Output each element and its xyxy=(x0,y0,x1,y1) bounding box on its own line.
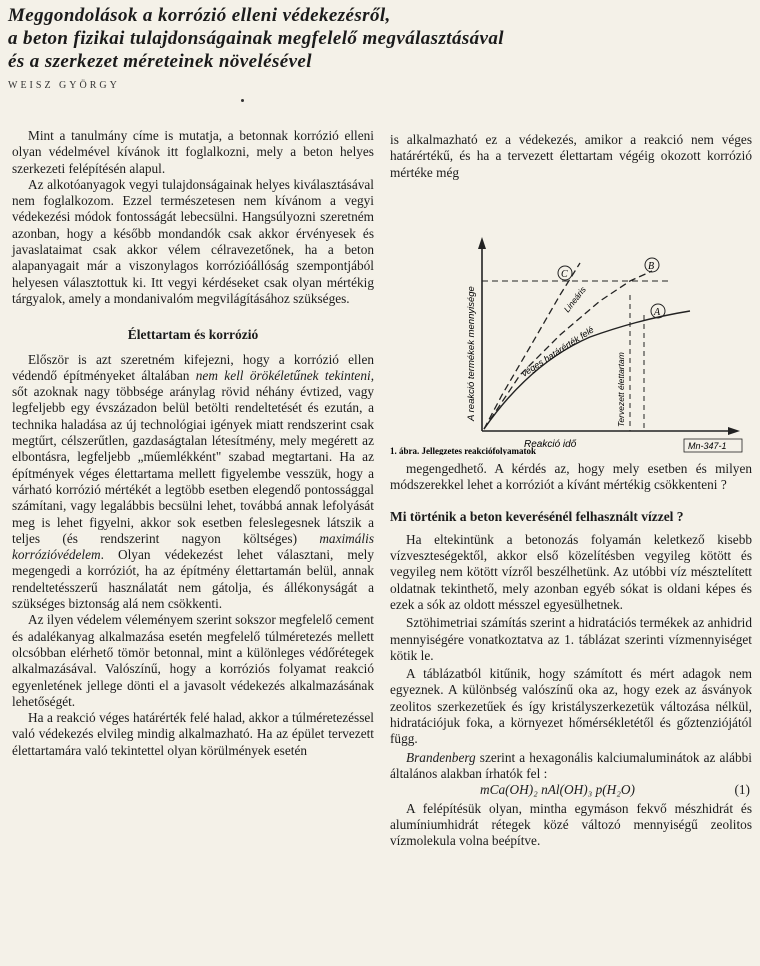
text-run: , sőt azoknak nagy többsége aránylag rövid néhány évtized, vagy legfeljebb egy évszázadon belül betölti rendeltetését és ezután, a technika haladása az új technológiai igények miatt rendszerint csak megtűrt, célszerűtlen, gazdaságtalan létesítmény, mely megérett az elbontásra, legfeljebb „műemlékként" szabad megtartani. Ha az építmények véges élettartama mellett figyelembe vesszük, hogy a várható korrózió mértékét a legtöbb esetben elegendő pontossággal számítani, vagy legalábbis becsülni lehet, továbbá annak lefolyását meg is lehet figyelni, akkor sok esetben feleslegesnek látszik a teljes (és rendszerint nagyon költséges) xyxy=(12,367,375,546)
y-axis-label: A reakció termékek mennyisége xyxy=(466,286,477,421)
x-axis-label: Reakció idő xyxy=(524,438,577,450)
title-line-3: és a szerkezet méreteinek növelésével xyxy=(8,51,312,72)
x-axis-arrow xyxy=(728,427,740,435)
y-axis-arrow xyxy=(478,237,486,249)
mark-a: A xyxy=(654,306,661,318)
paragraph-question: megengedhető. A kérdés az, hogy mely esetben és milyen módszerekkel lehet a korróziót a kívánt mértékig csökkenteni ? xyxy=(390,460,752,493)
mark-b: B xyxy=(648,260,655,272)
formula-number: (1) xyxy=(734,782,750,798)
formula: mCa(OH)₂ nAl(OH)₃ p(H₂O) xyxy=(480,782,635,798)
paragraph-protection: Az ilyen védelem véleményem szerint sokszor megfelelő cement és adalékanyag alkalmazása esetén megfelelő túlméretezés mellett olcsóbban elérhető tömör betonnal, mint a különleges védőrétegek alkalmazásával. Valószínű, hogy a korróziós folyamat reakció egyenletének jellege dönti el a javasolt védekezés alkalmazásának lehetőségét. xyxy=(12,612,374,709)
author-name: WEISZ GYÖRGY xyxy=(8,80,120,91)
text-run: Először is azt szeretném kifejezni, hogy a korrózió ellen védendő építményeket általában xyxy=(12,351,374,383)
paragraph-intro: Mint a tanulmány címe is mutatja, a betonnak korrózió elleni olyan védelmével kívánok itt foglalkozni, mely a beton helyes szerkezeti felépítésén alapul. xyxy=(12,128,374,176)
curve-label-linear: Lineáris xyxy=(561,284,588,315)
paragraph-table: A táblázatból kitűnik, hogy számított és mért adagok nem egyeznek. A különbség valószínű oka az, hogy ezek az ásványok zeolitos szerkezetűek és így kristályszerkezetük változása nélkül, hidratációjuk foka, a környezet hőmérsékletétől és gőztenziójától függ. xyxy=(390,666,752,747)
right-column xyxy=(390,132,752,849)
text-run: szerint a hexagonális kalciumaluminátok az alábbi általános alakban írhatók fel : xyxy=(390,749,752,781)
paragraph-brandenberg xyxy=(390,750,752,783)
paragraph-chemistry: Az alkotóanyagok vegyi tulajdonságainak helyes kiválasztásával nem foglalkozom. Ezzel természetesen nem kívánom a vegyi védekezési módok fontosságát lebecsülni. Hangsúlyozni szeretném azonban, hogy a később mondandók csak akkor érvényesek és javaslataimat csak akkor vélem célravezetőnek, ha a beton alapanyagait már a viszonylagos korrózióállóság szempontjából helyesen választottuk ki. Itt vegyi kérdéseket csak olyan mértékig tárgyalok, amely a mondanivalóm megvilágításához szükséges. xyxy=(12,176,374,306)
author-reference: Brandenberg xyxy=(406,749,476,765)
paragraph-structure: A felépítésük olyan, mintha egymáson fekvő mészhidrát és alumíniumhidrát rétegek közé változó mennyiségű zeolitos vízmolekula volna beépítve. xyxy=(390,800,752,849)
emphasis-text: nem kell örökéletűnek tekinteni xyxy=(195,367,371,383)
emphasis-text: maximális korrózióvédelem xyxy=(12,530,374,563)
paragraph-reaction: Ha a reakció véges határérték felé halad, akkor a túlméretezéssel való védekezés elvileg mindig alkalmazható. Ha az épület tervezett élettartamára való tekintettel olyan körülmények esetén xyxy=(12,710,374,758)
formula-line xyxy=(390,782,752,798)
reaction-graph xyxy=(390,185,752,455)
decorative-dot xyxy=(241,99,244,102)
curve-label-limit: véges határérték felé xyxy=(519,324,596,379)
title-line-1: Meggondolások a korrózió elleni védekezésről, xyxy=(8,5,391,26)
article-title xyxy=(8,4,756,73)
paragraph-stoichiometry: Sztöhimetriai számítás szerint a hidratációs termékek az anhidrid mennyiségére vonatkoztatva az 1. táblázat szerinti vízmennyiséget kötik le. xyxy=(390,615,752,663)
figure-code: Mn-347-1 xyxy=(688,440,727,451)
text-run: . Olyan védekezést lehet választani, mely megengedi a korróziót, ha az építmény élettartamán belül, annak rendeltetésszerű használatát nem gátolja, és állékonyságát a szükséges biztonság alá nem csökkenti. xyxy=(12,547,374,612)
lifetime-label: Tervezett élettartam xyxy=(616,352,626,427)
left-column xyxy=(12,128,374,759)
section-heading-lifetime: Élettartam és korrózió xyxy=(127,327,259,343)
mark-c: C xyxy=(561,268,568,280)
section-heading-water: Mi történik a beton keverésénél felhasznált vízzel ? xyxy=(390,509,684,525)
figure-caption: 1. ábra. Jellegzetes reakciófolyamatok xyxy=(390,445,537,455)
paragraph-continuation: is alkalmazható ez a védekezés, amikor a reakció nem véges határértékű, és ha a tervezett élettartam végéig okozott korrózió mértéke még xyxy=(390,132,752,180)
paragraph-water: Ha eltekintünk a betonozás folyamán keletkező kisebb vízveszteségektől, akkor első közelítésben vegyileg kötött és vegyileg nem kötött vízről beszélhetünk. Az utóbbi víz mésztelített oldatnak tekinthető, mely azonban egyéb sókat is oldani képes és ezek a sók az oldott mésszel egyesülhetnek. xyxy=(390,531,752,612)
figure-reaction-curves xyxy=(390,185,752,455)
paragraph-lifetime xyxy=(12,352,374,613)
title-line-2: a beton fizikai tulajdonságainak megfelelő megválasztásával xyxy=(8,28,504,49)
